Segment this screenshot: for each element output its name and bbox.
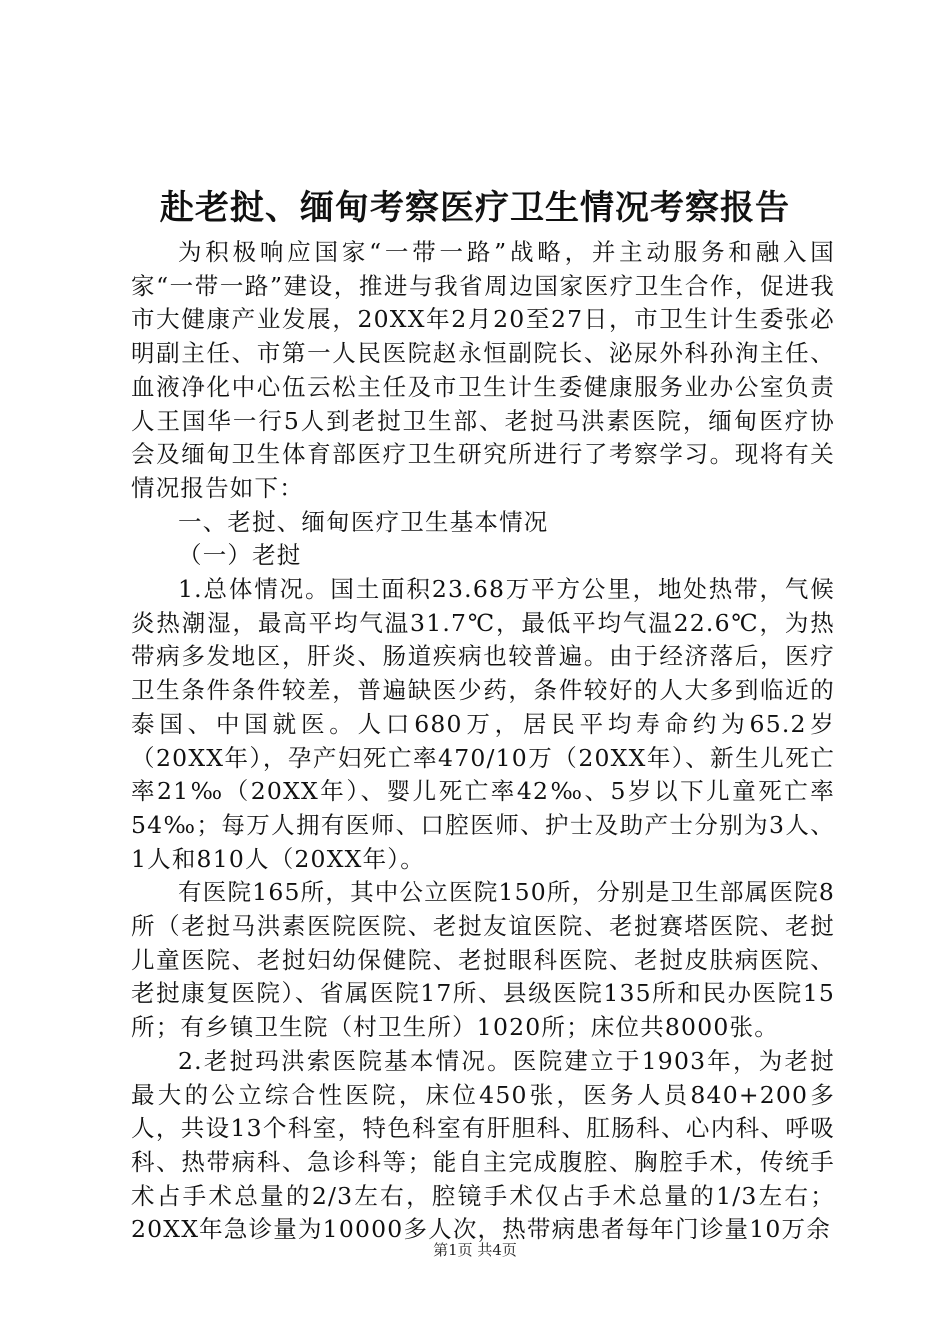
mahosot-hospital-paragraph: 2.老挝玛洪索医院基本情况。医院建立于1903年，为老挝最大的公立综合性医院，床位450张，医务人员840+200多人，共设13个科室，特色科室有肝胆科、肛肠科、心内科、呼吸科、热带病科、急诊科等；能自主完成腹腔、胸腔手术，传统手术占手术总量的2/3左右，腔镜手术仅占手术总量的1/3左右；20XX年急诊量为10000多人次，热带病患者每年门诊量10万余 — [131, 1046, 835, 1244]
intro-paragraph: 为积极响应国家“一带一路”战略，并主动服务和融入国家“一带一路”建设，推进与我省周边国家医疗卫生合作，促进我市大健康产业发展，20XX年2月20至27日，市卫生计生委张必明副主任、市第一人民医院赵永恒副院长、泌尿外科孙洵主任、血液净化中心伍云松主任及市卫生计生委健康服务业办公室负责人王国华一行5人到老挝卫生部、老挝马洪素医院，缅甸医疗协会及缅甸卫生体育部医疗卫生研究所进行了考察学习。现将有关情况报告如下： — [131, 238, 835, 502]
document-body — [131, 236, 835, 1247]
document-title: 赴老挝、缅甸考察医疗卫生情况考察报告 — [160, 188, 790, 228]
subsection-heading: （一）老挝 — [178, 541, 302, 570]
page-footer: 第1页 共4页 — [433, 1241, 517, 1259]
laos-overview-paragraph: 1.总体情况。国土面积23.68万平方公里，地处热带，气候炎热潮湿，最高平均气温31.7℃，最低平均气温22.6℃，为热带病多发地区，肝炎、肠道疾病也较普遍。由于经济落后，医疗卫生条件条件较差，普遍缺医少药，条件较好的人大多到临近的泰国、中国就医。人口680万，居民平均寿命约为65.2岁（20XX年），孕产妇死亡率470/10万（20XX年）、新生儿死亡率21‰（20XX年）、婴儿死亡率42‰、5岁以下儿童死亡率54‰；每万人拥有医师、口腔医师、护士及助产士分别为3人、1人和810人（20XX年）。 — [131, 575, 835, 873]
section-heading: 一、老挝、缅甸医疗卫生基本情况 — [178, 507, 549, 536]
laos-hospitals-paragraph: 有医院165所，其中公立医院150所，分别是卫生部属医院8所（老挝马洪素医院医院、老挝友谊医院、老挝赛塔医院、老挝儿童医院、老挝妇幼保健院、老挝眼科医院、老挝皮肤病医院、老挝康复医院）、省属医院17所、县级医院135所和民办医院15所；有乡镇卫生院（村卫生所）1020所；床位共8000张。 — [131, 878, 835, 1042]
